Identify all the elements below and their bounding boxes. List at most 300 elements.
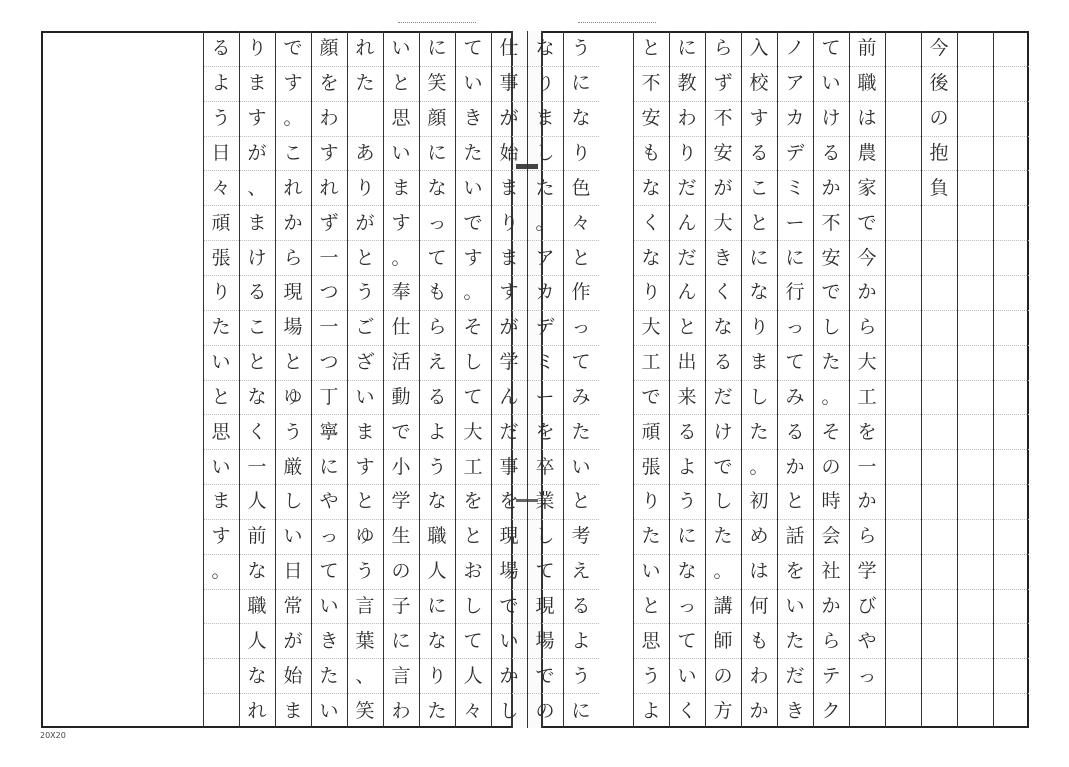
manuscript-cell: に <box>563 693 599 728</box>
manuscript-cell: よ <box>419 414 455 449</box>
manuscript-cell <box>993 66 1029 101</box>
manuscript-cell: ら <box>813 623 849 658</box>
manuscript-cell: と <box>741 205 777 240</box>
manuscript-cell <box>921 449 957 484</box>
manuscript-cell <box>993 275 1029 310</box>
manuscript-cell: か <box>813 170 849 205</box>
manuscript-cell: あ <box>347 136 383 171</box>
manuscript-cell: ず <box>311 205 347 240</box>
manuscript-cell <box>957 449 993 484</box>
manuscript-cell: だ <box>777 658 813 693</box>
manuscript-cell <box>885 345 921 380</box>
manuscript-cell: り <box>633 275 669 310</box>
manuscript-cell: 。 <box>813 380 849 415</box>
column-divider <box>311 31 312 728</box>
manuscript-cell: 大 <box>705 205 741 240</box>
manuscript-cell <box>203 658 239 693</box>
manuscript-cell: そ <box>813 414 849 449</box>
manuscript-cell <box>993 345 1029 380</box>
manuscript-cell: か <box>813 589 849 624</box>
manuscript-cell: よ <box>203 66 239 101</box>
manuscript-cell: か <box>777 449 813 484</box>
manuscript-cell: ら <box>713 36 733 59</box>
manuscript-cell: ん <box>669 205 705 240</box>
manuscript-cell <box>957 31 993 66</box>
manuscript-cell <box>885 658 921 693</box>
manuscript-cell: な <box>633 240 669 275</box>
manuscript-cell: ざ <box>347 345 383 380</box>
manuscript-cell: も <box>633 136 669 171</box>
manuscript-cell: 々 <box>563 205 599 240</box>
manuscript-cell <box>993 589 1029 624</box>
manuscript-cell <box>957 136 993 171</box>
manuscript-cell: と <box>777 484 813 519</box>
manuscript-column <box>741 31 777 728</box>
manuscript-cell: っ <box>777 310 813 345</box>
manuscript-cell: 葉 <box>347 623 383 658</box>
manuscript-cell: だ <box>669 240 705 275</box>
manuscript-cell <box>885 484 921 519</box>
manuscript-cell: を <box>311 66 347 101</box>
manuscript-cell <box>885 275 921 310</box>
manuscript-cell <box>885 240 921 275</box>
top-dotted-mark <box>398 22 476 24</box>
manuscript-cell <box>885 205 921 240</box>
column-divider <box>921 31 922 728</box>
manuscript-cell <box>957 345 993 380</box>
column-divider <box>777 31 778 728</box>
manuscript-cell: を <box>849 414 885 449</box>
manuscript-cell: こ <box>239 310 275 345</box>
manuscript-cell: カ <box>527 275 563 310</box>
manuscript-cell: 。 <box>383 240 419 275</box>
manuscript-cell: 師 <box>705 623 741 658</box>
manuscript-cell: 言 <box>383 658 419 693</box>
column-divider <box>203 31 204 728</box>
manuscript-cell: と <box>563 484 599 519</box>
manuscript-cell: 一 <box>311 310 347 345</box>
manuscript-cell: だ <box>669 170 705 205</box>
manuscript-cell: そ <box>455 310 491 345</box>
manuscript-cell <box>921 554 957 589</box>
manuscript-cell: 来 <box>669 380 705 415</box>
column-divider <box>491 31 492 728</box>
manuscript-cell: く <box>239 414 275 449</box>
manuscript-cell <box>885 623 921 658</box>
manuscript-cell: と <box>641 36 661 59</box>
manuscript-cell: な <box>563 101 599 136</box>
manuscript-cell: り <box>419 658 455 693</box>
manuscript-cell: 安 <box>633 101 669 136</box>
manuscript-cell: い <box>455 170 491 205</box>
manuscript-cell <box>885 380 921 415</box>
column-divider <box>849 31 850 728</box>
manuscript-cell <box>885 449 921 484</box>
manuscript-cell: り <box>741 310 777 345</box>
manuscript-cell: す <box>203 519 239 554</box>
manuscript-cell: と <box>455 519 491 554</box>
manuscript-cell: な <box>741 275 777 310</box>
manuscript-cell <box>203 589 239 624</box>
manuscript-cell: け <box>705 414 741 449</box>
manuscript-cell <box>957 205 993 240</box>
manuscript-cell: だ <box>491 414 527 449</box>
manuscript-cell: に <box>383 623 419 658</box>
manuscript-cell: で <box>283 36 303 59</box>
manuscript-cell: る <box>741 136 777 171</box>
manuscript-cell: う <box>347 275 383 310</box>
manuscript-cell: の <box>705 658 741 693</box>
manuscript-cell: 。 <box>455 275 491 310</box>
manuscript-cell: い <box>777 589 813 624</box>
manuscript-cell: で <box>491 589 527 624</box>
manuscript-cell: と <box>275 345 311 380</box>
manuscript-cell: う <box>347 554 383 589</box>
manuscript-cell: な <box>419 170 455 205</box>
manuscript-cell: の <box>383 554 419 589</box>
manuscript-cell: と <box>563 240 599 275</box>
manuscript-cell <box>957 519 993 554</box>
manuscript-cell: ま <box>491 170 527 205</box>
manuscript-cell <box>885 101 921 136</box>
manuscript-cell: た <box>203 310 239 345</box>
manuscript-cell: 事 <box>491 449 527 484</box>
manuscript-cell: 今 <box>929 36 949 59</box>
manuscript-cell <box>957 658 993 693</box>
manuscript-cell <box>921 310 957 345</box>
manuscript-column <box>669 31 705 728</box>
manuscript-cell: ず <box>705 66 741 101</box>
manuscript-cell: 日 <box>275 554 311 589</box>
manuscript-cell: び <box>849 589 885 624</box>
manuscript-cell: る <box>705 345 741 380</box>
manuscript-cell: ら <box>849 519 885 554</box>
manuscript-cell: 顔 <box>319 36 339 59</box>
manuscript-cell: て <box>669 623 705 658</box>
manuscript-cell: と <box>669 310 705 345</box>
manuscript-cell: す <box>491 275 527 310</box>
manuscript-cell: ア <box>777 66 813 101</box>
manuscript-cell: ん <box>669 275 705 310</box>
manuscript-cell: は <box>741 554 777 589</box>
manuscript-cell: り <box>491 205 527 240</box>
manuscript-cell: 、 <box>239 170 275 205</box>
manuscript-cell: 奉 <box>383 275 419 310</box>
manuscript-cell: 頑 <box>633 414 669 449</box>
manuscript-cell: な <box>239 380 275 415</box>
manuscript-cell: 動 <box>383 380 419 415</box>
manuscript-cell: 会 <box>813 519 849 554</box>
manuscript-cell <box>957 414 993 449</box>
manuscript-cell: な <box>419 623 455 658</box>
manuscript-cell: に <box>311 449 347 484</box>
manuscript-cell: ク <box>813 693 849 728</box>
manuscript-cell: す <box>455 240 491 275</box>
manuscript-cell: か <box>275 205 311 240</box>
manuscript-cell: ま <box>239 205 275 240</box>
manuscript-cell: て <box>777 345 813 380</box>
manuscript-cell: み <box>563 380 599 415</box>
manuscript-cell: 大 <box>455 414 491 449</box>
manuscript-cell: う <box>633 658 669 693</box>
manuscript-cell: 事 <box>491 66 527 101</box>
manuscript-cell: 職 <box>419 519 455 554</box>
manuscript-cell: 初 <box>741 484 777 519</box>
manuscript-cell: 大 <box>849 345 885 380</box>
manuscript-cell: 大 <box>633 310 669 345</box>
manuscript-cell: 。 <box>527 205 563 240</box>
manuscript-cell: 現 <box>275 275 311 310</box>
manuscript-cell: 後 <box>921 66 957 101</box>
manuscript-cell: れ <box>311 170 347 205</box>
manuscript-cell: す <box>239 101 275 136</box>
manuscript-cell <box>885 31 921 66</box>
manuscript-cell: 安 <box>813 240 849 275</box>
top-dotted-mark <box>578 22 656 24</box>
manuscript-cell <box>993 136 1029 171</box>
manuscript-cell: た <box>563 414 599 449</box>
manuscript-cell: 々 <box>203 170 239 205</box>
manuscript-cell: な <box>633 170 669 205</box>
manuscript-column <box>921 31 957 728</box>
manuscript-cell: 前 <box>239 519 275 554</box>
sheet-size-label: 20X20 <box>40 731 66 740</box>
manuscript-cell: で <box>527 658 563 693</box>
column-divider <box>383 31 384 728</box>
manuscript-cell: け <box>813 101 849 136</box>
manuscript-cell: 顔 <box>419 101 455 136</box>
manuscript-cell: り <box>633 484 669 519</box>
manuscript-cell: 学 <box>491 345 527 380</box>
manuscript-cell: の <box>527 693 563 728</box>
manuscript-cell: み <box>777 380 813 415</box>
manuscript-cell: 教 <box>669 66 705 101</box>
manuscript-cell: つ <box>311 345 347 380</box>
manuscript-cell: き <box>705 240 741 275</box>
manuscript-cell: し <box>705 484 741 519</box>
manuscript-cell: り <box>347 170 383 205</box>
manuscript-cell: っ <box>669 589 705 624</box>
manuscript-cell: ミ <box>527 345 563 380</box>
manuscript-cell: で <box>383 414 419 449</box>
manuscript-cell: う <box>669 484 705 519</box>
manuscript-cell <box>885 519 921 554</box>
manuscript-cell: に <box>741 240 777 275</box>
manuscript-cell: す <box>275 66 311 101</box>
manuscript-cell <box>957 101 993 136</box>
column-divider <box>957 31 958 728</box>
manuscript-cell: ノ <box>785 36 805 59</box>
manuscript-cell: 笑 <box>347 693 383 728</box>
manuscript-cell: る <box>419 380 455 415</box>
manuscript-cell: ら <box>419 310 455 345</box>
manuscript-cell: 張 <box>203 240 239 275</box>
manuscript-cell: な <box>239 658 275 693</box>
manuscript-cell <box>957 589 993 624</box>
manuscript-cell: 講 <box>705 589 741 624</box>
manuscript-column <box>383 31 419 728</box>
manuscript-cell: 社 <box>813 554 849 589</box>
manuscript-cell <box>885 589 921 624</box>
manuscript-cell: 。 <box>705 554 741 589</box>
manuscript-cell <box>885 66 921 101</box>
manuscript-cell: す <box>383 205 419 240</box>
manuscript-cell: れ <box>275 170 311 205</box>
manuscript-cell: ご <box>347 310 383 345</box>
manuscript-column <box>813 31 849 728</box>
manuscript-cell: と <box>347 484 383 519</box>
manuscript-cell: ゆ <box>347 519 383 554</box>
manuscript-cell: が <box>347 205 383 240</box>
manuscript-cell: た <box>347 66 383 101</box>
manuscript-cell: い <box>633 554 669 589</box>
column-divider <box>419 31 420 728</box>
column-divider <box>563 31 564 728</box>
manuscript-cell: 、 <box>347 658 383 693</box>
manuscript-cell <box>957 310 993 345</box>
manuscript-cell: 一 <box>849 449 885 484</box>
manuscript-cell: 一 <box>311 240 347 275</box>
manuscript-cell: 前 <box>857 36 877 59</box>
manuscript-cell: 出 <box>669 345 705 380</box>
manuscript-cell: し <box>527 519 563 554</box>
manuscript-cell: ら <box>849 310 885 345</box>
manuscript-cell: に <box>677 36 697 59</box>
manuscript-cell: 入 <box>749 36 769 59</box>
manuscript-cell: た <box>455 136 491 171</box>
manuscript-cell: ミ <box>777 170 813 205</box>
manuscript-cell: と <box>383 66 419 101</box>
manuscript-cell: 始 <box>491 136 527 171</box>
manuscript-cell: ら <box>275 240 311 275</box>
manuscript-cell: 頑 <box>203 205 239 240</box>
manuscript-cell <box>921 519 957 554</box>
manuscript-cell <box>993 31 1029 66</box>
manuscript-cell: わ <box>311 101 347 136</box>
manuscript-cell: け <box>239 240 275 275</box>
manuscript-cell: り <box>669 136 705 171</box>
manuscript-cell: 職 <box>239 589 275 624</box>
manuscript-cell: る <box>777 414 813 449</box>
manuscript-cell: て <box>821 36 841 59</box>
manuscript-cell: な <box>419 484 455 519</box>
manuscript-cell <box>993 623 1029 658</box>
manuscript-cell: ー <box>527 380 563 415</box>
manuscript-cell: し <box>455 345 491 380</box>
manuscript-cell: と <box>347 240 383 275</box>
manuscript-column <box>777 31 813 728</box>
manuscript-cell: っ <box>311 519 347 554</box>
manuscript-cell: て <box>563 345 599 380</box>
column-divider <box>527 31 528 728</box>
manuscript-cell <box>921 484 957 519</box>
manuscript-cell: で <box>813 275 849 310</box>
manuscript-cell: 工 <box>849 380 885 415</box>
manuscript-cell <box>957 484 993 519</box>
manuscript-cell: 々 <box>455 693 491 728</box>
manuscript-cell <box>993 240 1029 275</box>
column-divider <box>885 31 886 728</box>
manuscript-cell: 人 <box>419 554 455 589</box>
manuscript-cell <box>957 554 993 589</box>
manuscript-cell: つ <box>311 275 347 310</box>
manuscript-cell: た <box>741 414 777 449</box>
manuscript-cell: い <box>383 136 419 171</box>
manuscript-cell <box>849 693 885 728</box>
manuscript-cell: 行 <box>777 275 813 310</box>
manuscript-cell <box>921 380 957 415</box>
manuscript-cell: か <box>849 484 885 519</box>
manuscript-cell <box>993 658 1029 693</box>
manuscript-cell: え <box>419 345 455 380</box>
manuscript-cell: 始 <box>275 658 311 693</box>
manuscript-cell: 子 <box>383 589 419 624</box>
manuscript-cell: に <box>563 66 599 101</box>
manuscript-column <box>203 31 239 728</box>
manuscript-cell: の <box>813 449 849 484</box>
manuscript-cell <box>885 693 921 728</box>
manuscript-cell: い <box>391 36 411 59</box>
manuscript-cell: ー <box>777 205 813 240</box>
manuscript-cell <box>993 519 1029 554</box>
manuscript-cell: カ <box>777 101 813 136</box>
manuscript-cell: こ <box>741 170 777 205</box>
manuscript-cell: 仕 <box>499 36 519 59</box>
manuscript-cell <box>921 693 957 728</box>
manuscript-cell <box>993 310 1029 345</box>
manuscript-cell <box>885 136 921 171</box>
manuscript-cell: う <box>275 414 311 449</box>
manuscript-cell: う <box>419 449 455 484</box>
manuscript-cell <box>885 414 921 449</box>
manuscript-cell: 人 <box>239 623 275 658</box>
manuscript-cell: 常 <box>275 589 311 624</box>
manuscript-cell: く <box>705 275 741 310</box>
manuscript-cell: で <box>705 449 741 484</box>
manuscript-cell: れ <box>355 36 375 59</box>
manuscript-cell <box>957 66 993 101</box>
manuscript-cell: も <box>741 623 777 658</box>
column-divider <box>669 31 670 728</box>
manuscript-cell: が <box>491 101 527 136</box>
manuscript-cell <box>885 310 921 345</box>
manuscript-cell: 張 <box>633 449 669 484</box>
manuscript-cell: よ <box>563 623 599 658</box>
manuscript-cell: い <box>203 449 239 484</box>
manuscript-cell: す <box>311 136 347 171</box>
manuscript-cell: っ <box>563 310 599 345</box>
manuscript-cell: る <box>239 275 275 310</box>
manuscript-cell: 人 <box>239 484 275 519</box>
manuscript-cell: う <box>563 658 599 693</box>
manuscript-cell: り <box>247 36 267 59</box>
manuscript-cell: 農 <box>849 136 885 171</box>
manuscript-cell: や <box>311 484 347 519</box>
manuscript-cell: 卒 <box>527 449 563 484</box>
manuscript-cell: 小 <box>383 449 419 484</box>
manuscript-cell: 今 <box>849 240 885 275</box>
manuscript-column <box>957 31 993 728</box>
manuscript-column <box>275 31 311 728</box>
manuscript-cell: ゆ <box>275 380 311 415</box>
manuscript-cell: な <box>239 554 275 589</box>
manuscript-cell: い <box>347 380 383 415</box>
manuscript-cell: か <box>849 275 885 310</box>
manuscript-cell <box>957 623 993 658</box>
manuscript-cell <box>993 205 1029 240</box>
manuscript-cell: で <box>633 380 669 415</box>
manuscript-cell: に <box>419 589 455 624</box>
